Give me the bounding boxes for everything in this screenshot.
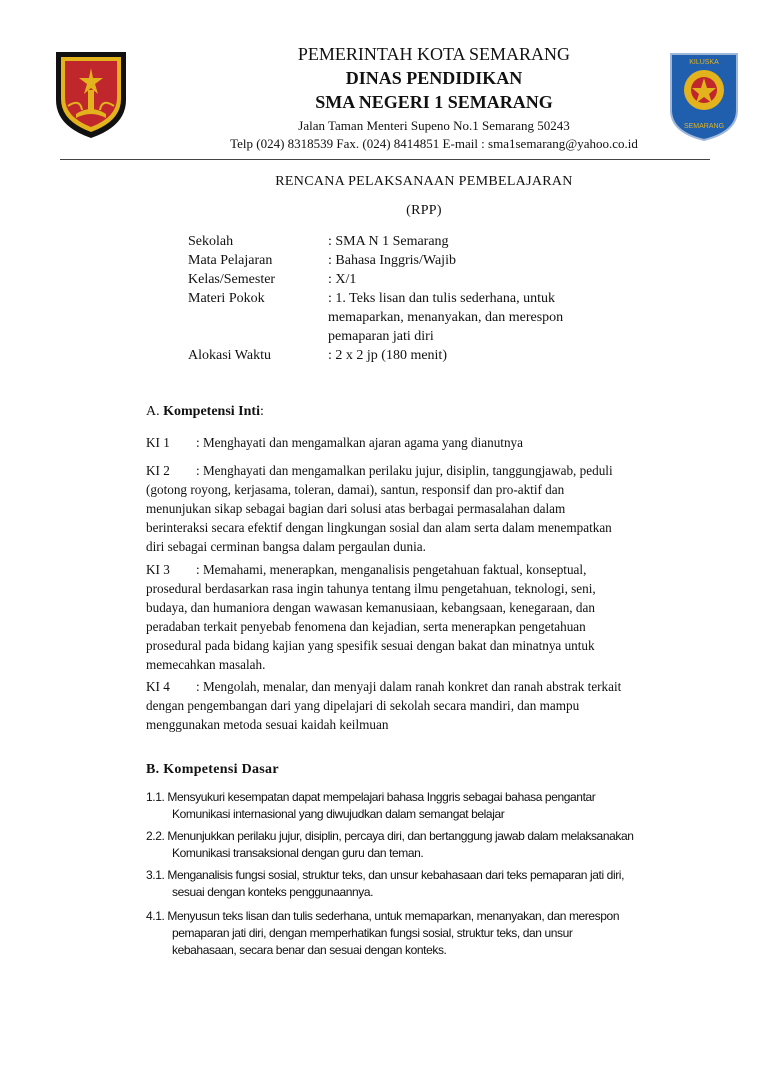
info-value: : 1. Teks lisan dan tulis sederhana, untuk [328, 291, 556, 306]
section-b-heading: B. Kompetensi Dasar [146, 762, 279, 777]
document-title: RENCANA PELAKSANAAN PEMBELAJARAN [275, 174, 573, 189]
ki-text-line: menggunakan metoda sesuai kaidah keilmuan [146, 717, 389, 732]
kd-line: 4.1. Menyusun teks lisan dan tulis sederhana, untuk memaparkan, menanyakan, dan merespon [146, 909, 620, 923]
kd-line: 2.2. Menunjukkan perilaku jujur, disiplin, percaya diri, dan bertanggung jawab dalam melaksanakan [146, 829, 634, 843]
ki-text-line: : Memahami, menerapkan, menganalisis pengetahuan faktual, konseptual, [196, 562, 587, 577]
header-address: Jalan Taman Menteri Supeno No.1 Semarang 50243 [298, 118, 570, 133]
school-emblem-text-top: KILUSKA [689, 59, 719, 66]
ki-number: KI 1 [146, 435, 170, 450]
kd-item [146, 867, 666, 901]
ki-text-line: dengan pengembangan dari yang dipelajari di sekolah secara mandiri, dan mampu [146, 698, 580, 713]
section-a-title: Kompetensi Inti [163, 404, 260, 419]
section-a-heading [146, 404, 264, 420]
document-abbr: (RPP) [406, 203, 442, 218]
kd-item [146, 908, 666, 959]
ki-item [146, 560, 656, 674]
info-value: memaparkan, menanyakan, dan merespon [328, 310, 564, 325]
info-label: Kelas/Semester [188, 272, 276, 287]
info-label: Materi Pokok [188, 291, 265, 306]
ki-text-line: peradaban terkait penyebab fenomena dan kejadian, serta menerapkan pengetahuan [146, 619, 586, 634]
kd-line: 3.1. Menganalisis fungsi sosial, struktur teks, dan unsur kebahasaan dari teks pemaparan jati diri, [146, 868, 625, 882]
ki-text-line: menunjukan sikap sebagai bagian dari solusi atas berbagai permasalahan dalam [146, 501, 566, 516]
ki-text-line: prosedural pada bidang kajian yang spesifik sesuai dengan bakat dan minatnya untuk [146, 638, 595, 653]
ki-text-line: berinteraksi secara efektif dengan lingkungan sosial dan alam serta dalam menempatkan [146, 520, 612, 535]
ki-text-line: prosedural berdasarkan rasa ingin tahunya tentang ilmu pengetahuan, teknologi, seni, [146, 581, 596, 596]
ki-number: KI 2 [146, 463, 170, 478]
header-divider [60, 159, 710, 160]
header-government: PEMERINTAH KOTA SEMARANG [297, 44, 571, 64]
ki-text-line: : Menghayati dan mengamalkan perilaku jujur, disiplin, tanggungjawab, peduli [196, 463, 613, 478]
kd-line: kebahasaan, secara benar dan sesuai dengan konteks. [172, 943, 447, 957]
kd-line: sesuai dengan konteks penggunaannya. [172, 885, 374, 899]
kd-line: Komunikasi transaksional dengan guru dan teman. [172, 846, 424, 860]
info-label: Alokasi Waktu [188, 348, 271, 363]
info-value: : Bahasa Inggris/Wajib [328, 253, 456, 268]
kd-item [146, 789, 666, 823]
ki-item [146, 433, 656, 452]
section-a-prefix: A. [146, 404, 164, 419]
header-contact: Telp (024) 8318539 Fax. (024) 8414851 E-mail : sma1semarang@yahoo.co.id [230, 136, 638, 151]
info-value: pemaparan jati diri [328, 329, 434, 344]
ki-text-line: (gotong royong, kerjasama, toleran, damai), santun, responsif dan pro-aktif dan [146, 482, 565, 497]
kd-item [146, 828, 666, 862]
ki-text-line: memecahkan masalah. [146, 657, 266, 672]
ki-number: KI 4 [146, 679, 170, 694]
info-label: Sekolah [188, 234, 234, 249]
header-department: DINAS PENDIDIKAN [345, 68, 523, 88]
info-value: : SMA N 1 Semarang [328, 234, 449, 249]
info-value: : X/1 [328, 272, 357, 287]
ki-number: KI 3 [146, 562, 170, 577]
info-value: : 2 x 2 jp (180 menit) [328, 348, 447, 363]
ki-text-line: : Mengolah, menalar, dan menyaji dalam ranah konkret dan ranah abstrak terkait [196, 679, 622, 694]
ki-text-line: diri sebagai cerminan bangsa dalam pergaulan dunia. [146, 539, 426, 554]
kd-line: Komunikasi internasional yang diwujudkan dalam semangat belajar [172, 807, 505, 821]
info-label: Mata Pelajaran [188, 253, 273, 268]
header-school-name: SMA NEGERI 1 SEMARANG [315, 92, 553, 112]
kd-line: 1.1. Mensyukuri kesempatan dapat mempelajari bahasa Inggris sebagai bahasa pengantar [146, 790, 596, 804]
ki-item [146, 677, 656, 734]
section-a-suffix: : [259, 404, 264, 419]
ki-item [146, 461, 656, 556]
kd-line: pemaparan jati diri, dengan memperhatikan fungsi sosial, struktur teks, dan unsur [172, 926, 573, 940]
ki-text-line: budaya, dan humaniora dengan wawasan kemanusiaan, kebangsaan, kenegaraan, dan [146, 600, 595, 615]
ki-text-line: : Menghayati dan mengamalkan ajaran agama yang dianutnya [196, 435, 523, 450]
school-emblem-text-bottom: SEMARANG [683, 123, 725, 130]
